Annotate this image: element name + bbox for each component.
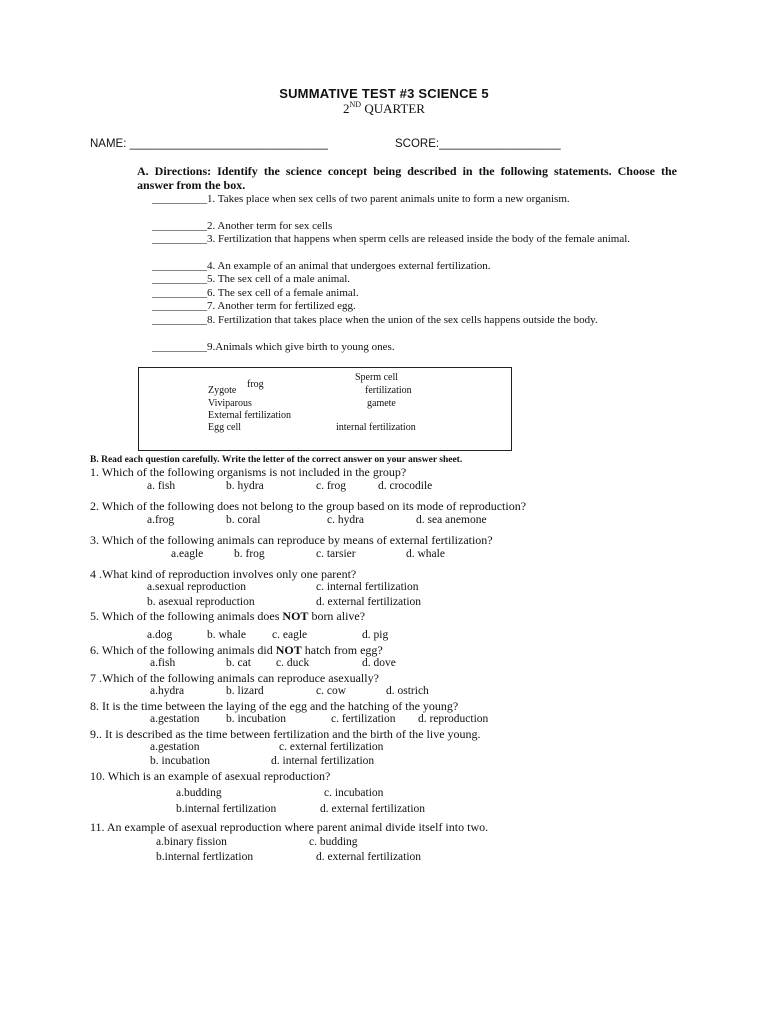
option[interactable]: a.eagle (171, 548, 204, 560)
option[interactable]: d. external fertilization (320, 803, 426, 815)
option[interactable]: a.hydra (150, 685, 185, 697)
option[interactable]: c. duck (276, 657, 310, 669)
choice-internal-fertilization: internal fertilization (336, 422, 416, 433)
question-9: 9.. It is described as the time between fertilization and the birth of the live young. (90, 727, 481, 741)
identification-item: __________5. The sex cell of a male animal. (152, 273, 351, 285)
part-b-directions: B. Read each question carefully. Write the letter of the correct answer on your answer sheet. (90, 455, 463, 465)
identification-item: __________8. Fertilization that takes place when the union of the sex cells happens outside the body. (152, 314, 598, 326)
question-2: 2. Which of the following does not belong to the group based on its mode of reproduction? (90, 499, 527, 513)
question-6: 6. Which of the following animals did NOT hatch from egg? (90, 643, 383, 657)
option[interactable]: b. lizard (226, 685, 264, 697)
choice-zygote: Zygote (208, 385, 237, 396)
question-4: 4 .What kind of reproduction involves only one parent? (90, 567, 357, 581)
identification-item: __________9.Animals which give birth to young ones. (152, 341, 395, 353)
identification-item: __________2. Another term for sex cells (152, 220, 333, 232)
option[interactable]: d. internal fertilization (271, 755, 375, 767)
option[interactable]: c. cow (316, 685, 347, 697)
question-3: 3. Which of the following animals can reproduce by means of external fertilization? (90, 533, 493, 547)
option[interactable]: a.binary fission (156, 836, 227, 848)
identification-item: __________7. Another term for fertilized egg. (152, 300, 356, 312)
question-8: 8. It is the time between the laying of the egg and the hatching of the young? (90, 699, 459, 713)
option[interactable]: b. whale (207, 629, 246, 641)
choice-frog: frog (247, 379, 264, 390)
option[interactable]: b.internal fertilization (176, 803, 277, 815)
option[interactable]: c. fertilization (331, 713, 396, 725)
option[interactable]: a.dog (147, 629, 173, 641)
option[interactable]: b. asexual reproduction (147, 596, 255, 608)
identification-item: __________3. Fertilization that happens when sperm cells are released inside the body of the female animal. (152, 233, 631, 245)
option[interactable]: d. reproduction (418, 713, 489, 725)
identification-item: __________4. An example of an animal that undergoes external fertilization. (152, 260, 491, 272)
option[interactable]: d. sea anemone (416, 514, 487, 526)
choice-external-fertilization: External fertilization (208, 410, 292, 421)
question-7: 7 .Which of the following animals can reproduce asexually? (90, 671, 379, 685)
option[interactable]: c. hydra (327, 514, 365, 526)
option[interactable]: b. frog (234, 548, 265, 560)
question-11: 11. An example of asexual reproduction where parent animal divide itself into two. (90, 820, 489, 834)
option[interactable]: d. dove (362, 657, 396, 669)
score-field[interactable]: SCORE:___________________ (395, 138, 561, 150)
option[interactable]: c. tarsier (316, 548, 356, 560)
test-title: SUMMATIVE TEST #3 SCIENCE 5 (279, 86, 489, 101)
option[interactable]: d. external fertilization (316, 596, 422, 608)
option[interactable]: c. frog (316, 480, 347, 492)
option[interactable]: c. incubation (324, 787, 384, 799)
question-10: 10. Which is an example of asexual reproduction? (90, 769, 331, 783)
choice-gamete: gamete (367, 398, 396, 409)
identification-item: __________6. The sex cell of a female animal. (152, 287, 359, 299)
option[interactable]: d. crocodile (378, 480, 433, 492)
option[interactable]: a.sexual reproduction (147, 581, 246, 593)
option[interactable]: d. pig (362, 629, 389, 641)
choice-viviparous: Viviparous (208, 398, 252, 409)
part-a-directions: A. Directions: Identify the science concept being described in the following statements. Choose the answer from the box. (137, 164, 677, 192)
option[interactable]: c. budding (309, 836, 358, 848)
quarter-heading: 2ND QUARTER (343, 100, 425, 116)
answer-choices-box (138, 367, 512, 451)
option[interactable]: d. ostrich (386, 685, 429, 697)
option[interactable]: c. external fertilization (279, 741, 384, 753)
choice-egg-cell: Egg cell (208, 422, 242, 433)
option[interactable]: a.budding (176, 787, 222, 799)
option[interactable]: a.gestation (150, 713, 200, 725)
option[interactable]: a.gestation (150, 741, 200, 753)
option[interactable]: b. incubation (226, 713, 287, 725)
option[interactable]: b. incubation (150, 755, 211, 767)
choice-sperm-cell: Sperm cell (355, 372, 399, 383)
option[interactable]: d. external fertilization (316, 851, 422, 863)
option[interactable]: c. internal fertilization (316, 581, 419, 593)
question-1: 1. Which of the following organisms is not included in the group? (90, 465, 407, 479)
option[interactable]: b. coral (226, 514, 261, 526)
option[interactable]: d. whale (406, 548, 445, 560)
choice-fertilization: fertilization (365, 385, 412, 396)
option[interactable]: a. fish (147, 480, 176, 492)
option[interactable]: b.internal fertlization (156, 851, 254, 863)
option[interactable]: a.fish (150, 657, 176, 669)
option[interactable]: b. cat (226, 657, 251, 669)
option[interactable]: a.frog (147, 514, 175, 526)
option[interactable]: b. hydra (226, 480, 264, 492)
name-field[interactable]: NAME: _______________________________ (90, 138, 328, 150)
identification-item: __________1. Takes place when sex cells of two parent animals unite to form a new organism. (152, 193, 570, 205)
option[interactable]: c. eagle (272, 629, 308, 641)
question-5: 5. Which of the following animals does NOT born alive? (90, 609, 366, 623)
